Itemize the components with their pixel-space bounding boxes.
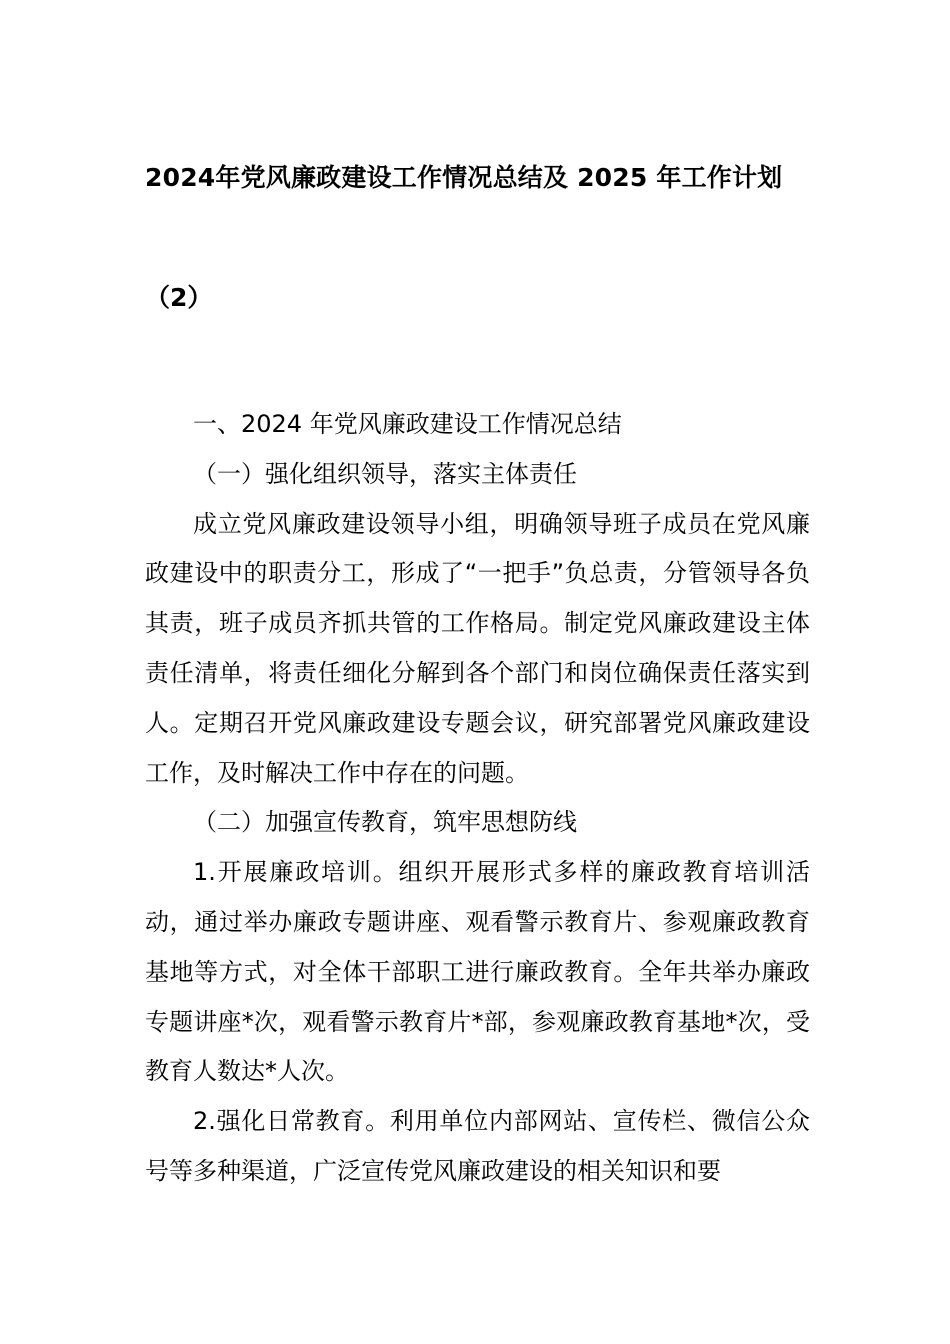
subsection-heading: （二）加强宣传教育，筑牢思想防线: [193, 808, 577, 837]
body-paragraph: 成立党风廉政建设领导小组，明确领导班子成员在党风廉政建设中的职责分工，形成了“一把手”负总责，分管领导各负其责，班子成员齐抓共管的工作格局。制定党风廉政建设主体责任清单，将责任细化分解到各个部门和岗位确保责任落实到人。定期召开党风廉政建设专题会议，研究部署党风廉政建设工作，及时解决工作中存在的问题。: [145, 509, 810, 787]
body-paragraph: 2.强化日常教育。利用单位内部网站、宣传栏、微信公众号等多种渠道，广泛宣传党风廉政建设的相关知识和要: [145, 1107, 810, 1185]
document-body: [145, 400, 810, 1197]
subsection-heading: （一）强化组织领导，落实主体责任: [193, 459, 577, 488]
document-title: 2024年党风廉政建设工作情况总结及 2025 年工作计划: [145, 163, 783, 192]
document-title-continuation: （2）: [145, 283, 213, 312]
section-heading: 一、2024 年党风廉政建设工作情况总结: [193, 410, 622, 438]
body-paragraph: 1.开展廉政培训。组织开展形式多样的廉政教育培训活动，通过举办廉政专题讲座、观看警示教育片、参观廉政教育基地等方式，对全体干部职工进行廉政教育。全年共举办廉政专题讲座*次，观看警示教育片*部，参观廉政教育基地*次，受教育人数达*人次。: [145, 858, 810, 1086]
